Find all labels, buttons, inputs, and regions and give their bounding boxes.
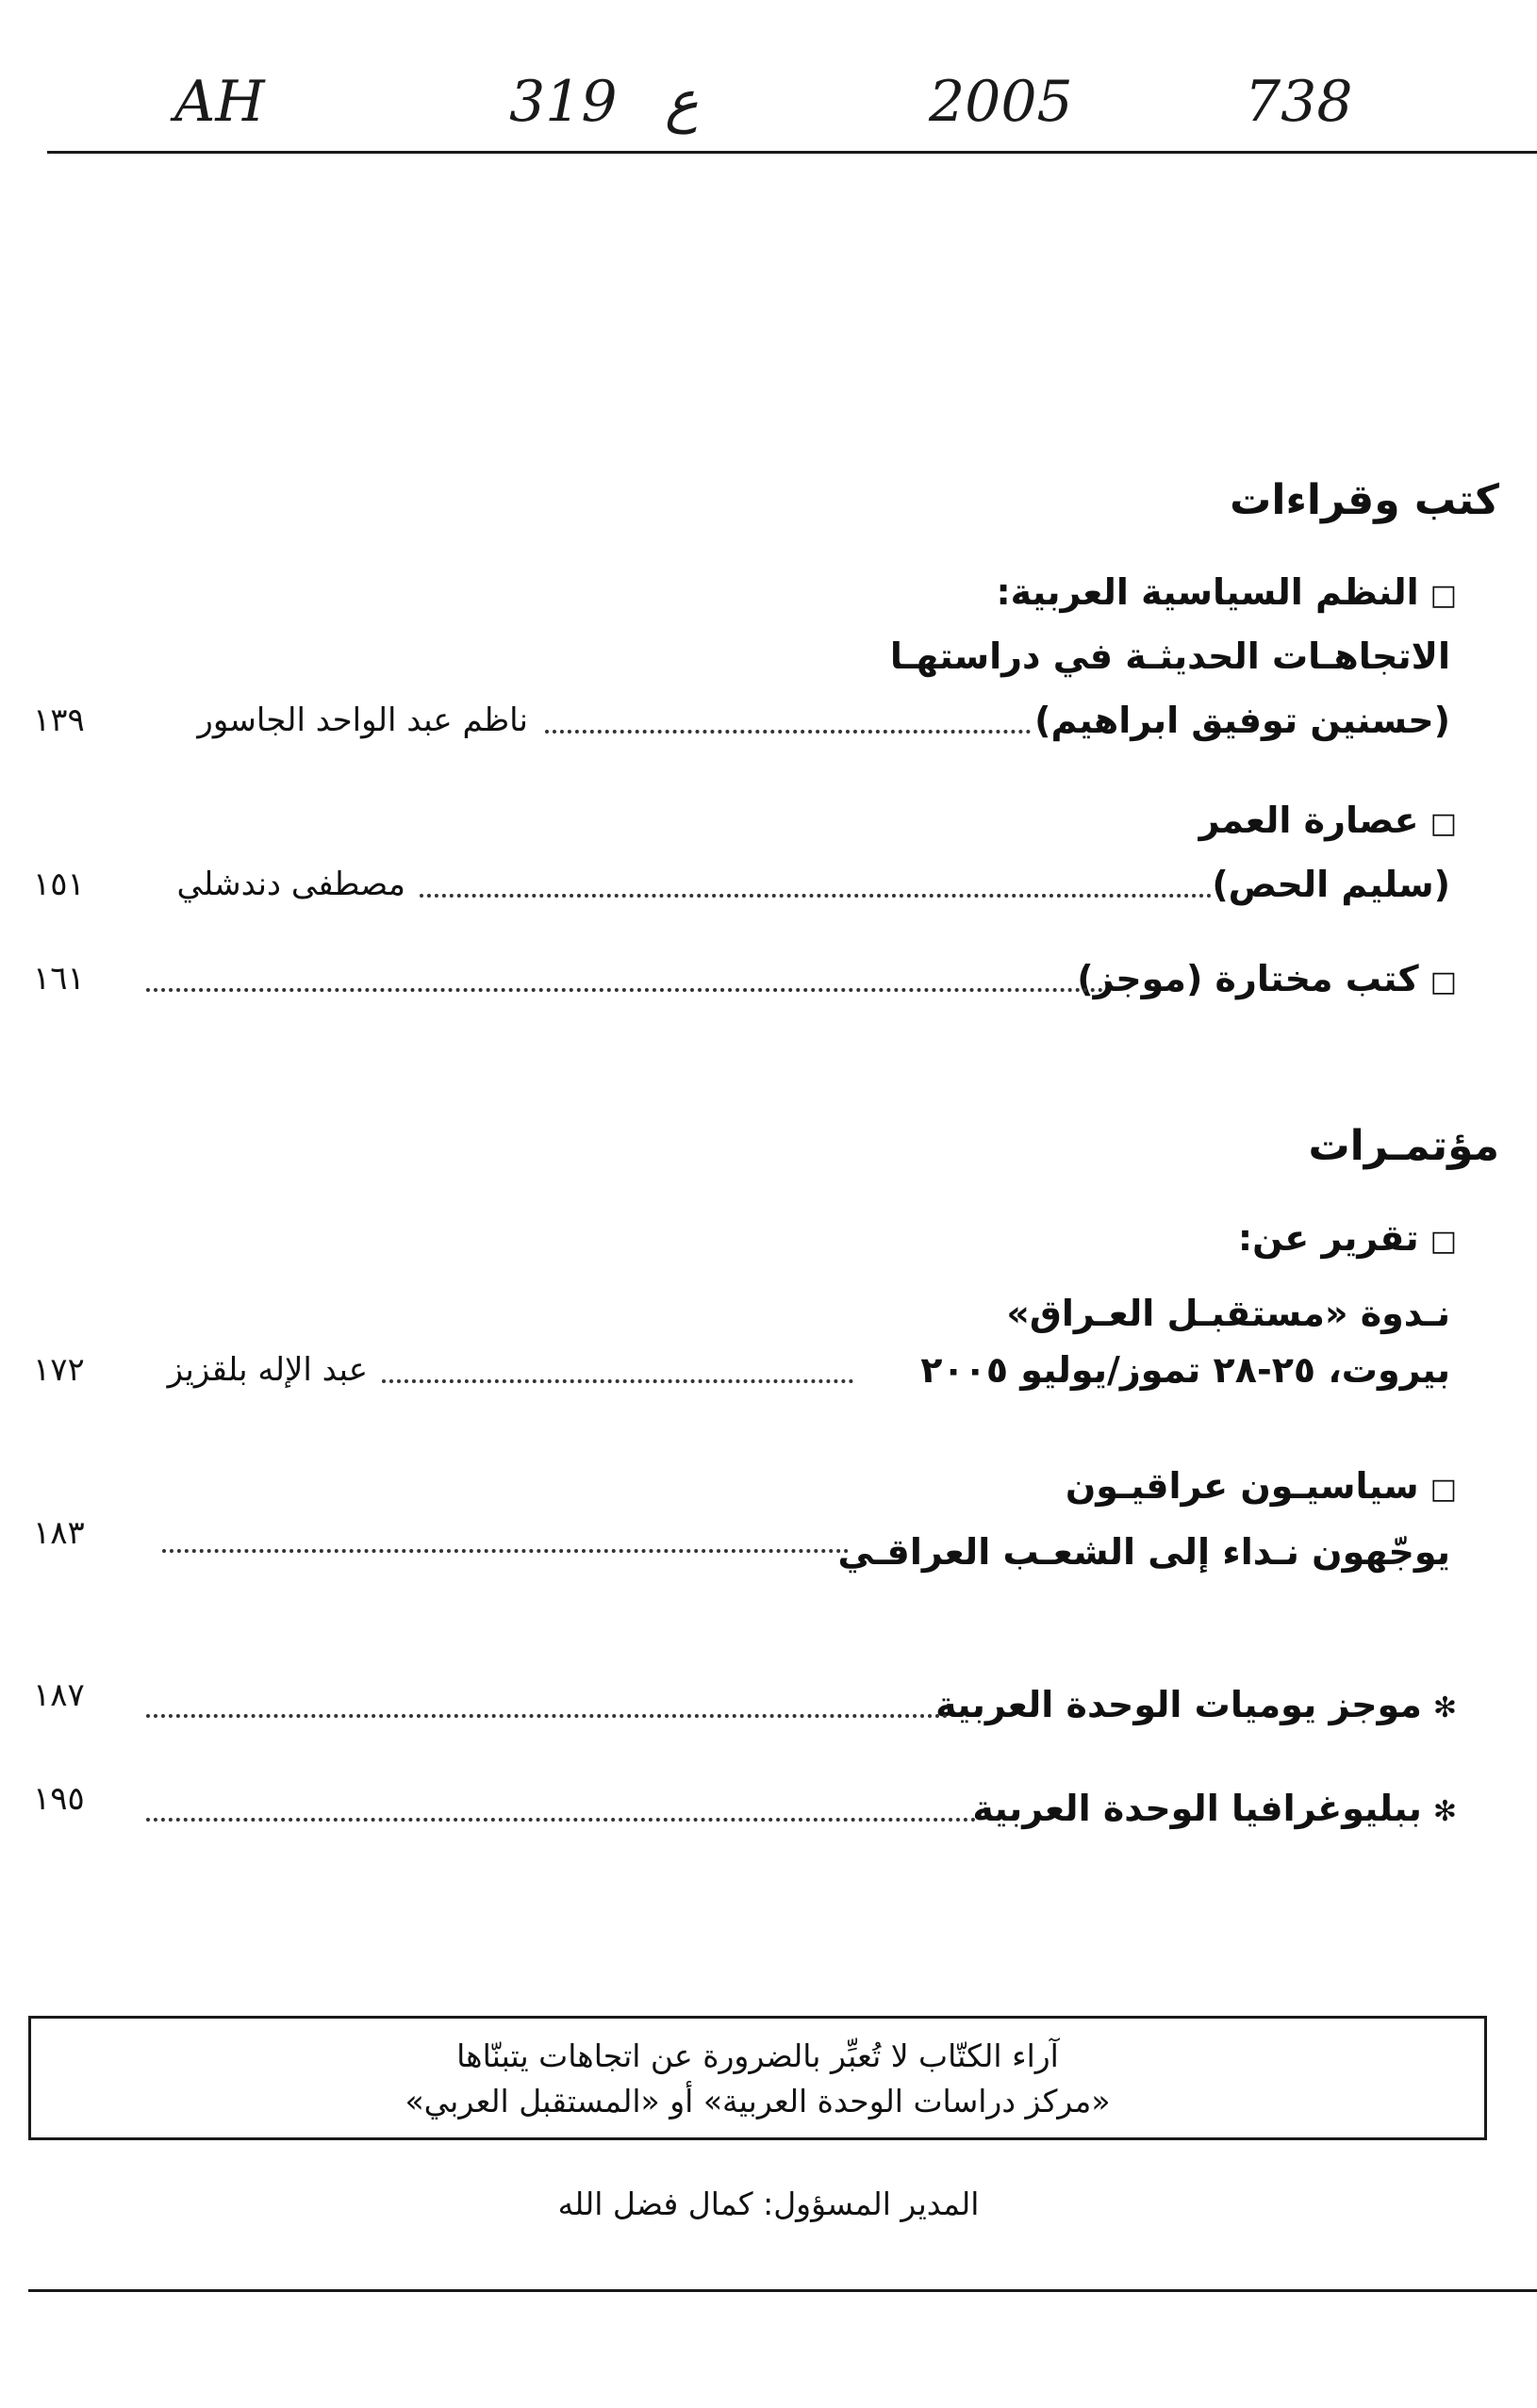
header-code-3: ع xyxy=(665,69,699,135)
section-heading-conferences: مؤتمـرات xyxy=(1308,1122,1499,1170)
toc-entry-3-page: ١٦١ xyxy=(33,960,85,998)
toc-entry-title: تقرير عن: xyxy=(1237,1217,1419,1259)
toc-entry-title: سياسيـون عراقيـون xyxy=(1065,1465,1419,1507)
dot-leader xyxy=(162,1549,849,1553)
asterisk-marker-icon: ✻ xyxy=(1432,1795,1457,1828)
toc-entry-4-page: ١٧٢ xyxy=(33,1351,85,1389)
toc-extra-1 xyxy=(935,1678,1457,1735)
header-code-4: 2005 xyxy=(929,69,1073,135)
toc-extra-title: موجز يوميات الوحدة العربية xyxy=(935,1684,1422,1725)
toc-entry-5-line-2: يوجّهون نـداء إلى الشعـب العراقـي xyxy=(837,1531,1450,1573)
disclaimer-line-2: «مركز دراسات الوحدة العربية» أو «المستقبل العربي» xyxy=(405,2083,1111,2119)
toc-entry-5-line-1 xyxy=(1066,1460,1457,1516)
square-marker-icon: □ xyxy=(1430,965,1457,998)
toc-entry-4-line-3: بيروت، ٢٥-٢٨ تموز/يوليو ٢٠٠٥ xyxy=(920,1349,1450,1391)
square-marker-icon: □ xyxy=(1430,579,1457,612)
square-marker-icon: □ xyxy=(1430,1473,1457,1506)
dot-leader xyxy=(146,1714,948,1718)
toc-entry-5-page: ١٨٣ xyxy=(33,1514,85,1552)
toc-entry-2-author: مصطفى دندشلي xyxy=(176,866,405,903)
toc-entry-2-line-2: (سليم الحص) xyxy=(1212,864,1450,905)
dot-leader xyxy=(420,894,1212,898)
toc-entry-4-line-1 xyxy=(1238,1212,1457,1268)
toc-entry-1-line-2: الاتجاهـات الحديثـة في دراستهـا xyxy=(889,635,1450,677)
toc-entry-title: عصارة العمر xyxy=(1198,800,1419,841)
toc-entry-1-line-1 xyxy=(996,566,1457,622)
toc-entry-2-line-1 xyxy=(1199,794,1457,850)
header-rule xyxy=(47,151,1537,154)
disclaimer-box xyxy=(28,2016,1487,2140)
toc-extra-1-page: ١٨٧ xyxy=(33,1676,85,1714)
header-code-5: 738 xyxy=(1245,69,1353,135)
asterisk-marker-icon: ✻ xyxy=(1432,1691,1457,1724)
square-marker-icon: □ xyxy=(1430,807,1457,840)
section-heading-books: كتب وقراءات xyxy=(1230,476,1499,524)
dot-leader xyxy=(146,1818,976,1822)
header-code-2: 319 xyxy=(509,69,618,135)
toc-entry-4-author: عبد الإله بلقزيز xyxy=(167,1351,368,1389)
square-marker-icon: □ xyxy=(1430,1225,1457,1258)
toc-entry-1-page: ١٣٩ xyxy=(33,701,85,739)
header-code-1: AH xyxy=(174,69,265,135)
toc-entry-title: كتب مختارة (موجز) xyxy=(1077,958,1419,999)
disclaimer-line-1: آراء الكتّاب لا تُعبِّر بالضرورة عن اتجاهات يتبنّاها xyxy=(456,2037,1059,2074)
toc-extra-title: ببليوغرافيا الوحدة العربية xyxy=(972,1788,1422,1829)
dot-leader xyxy=(146,988,1103,992)
toc-entry-3-line-1 xyxy=(1077,952,1457,1009)
toc-extra-2-page: ١٩٥ xyxy=(33,1780,85,1818)
toc-entry-1-line-3: (حسنين توفيق ابراهيم) xyxy=(1034,700,1450,741)
toc-entry-title: النظم السياسية العربية: xyxy=(996,571,1419,613)
dot-leader xyxy=(545,730,1031,734)
toc-entry-1-author: ناظم عبد الواحد الجاسور xyxy=(197,701,528,739)
footer-rule xyxy=(28,2289,1537,2292)
toc-extra-2 xyxy=(972,1782,1457,1839)
director-line: المدير المسؤول: كمال فضل الله xyxy=(557,2185,980,2222)
dot-leader xyxy=(382,1379,853,1383)
toc-entry-4-line-2: نـدوة «مستقبـل العـراق» xyxy=(1006,1293,1450,1334)
toc-entry-2-page: ١٥١ xyxy=(33,866,85,903)
